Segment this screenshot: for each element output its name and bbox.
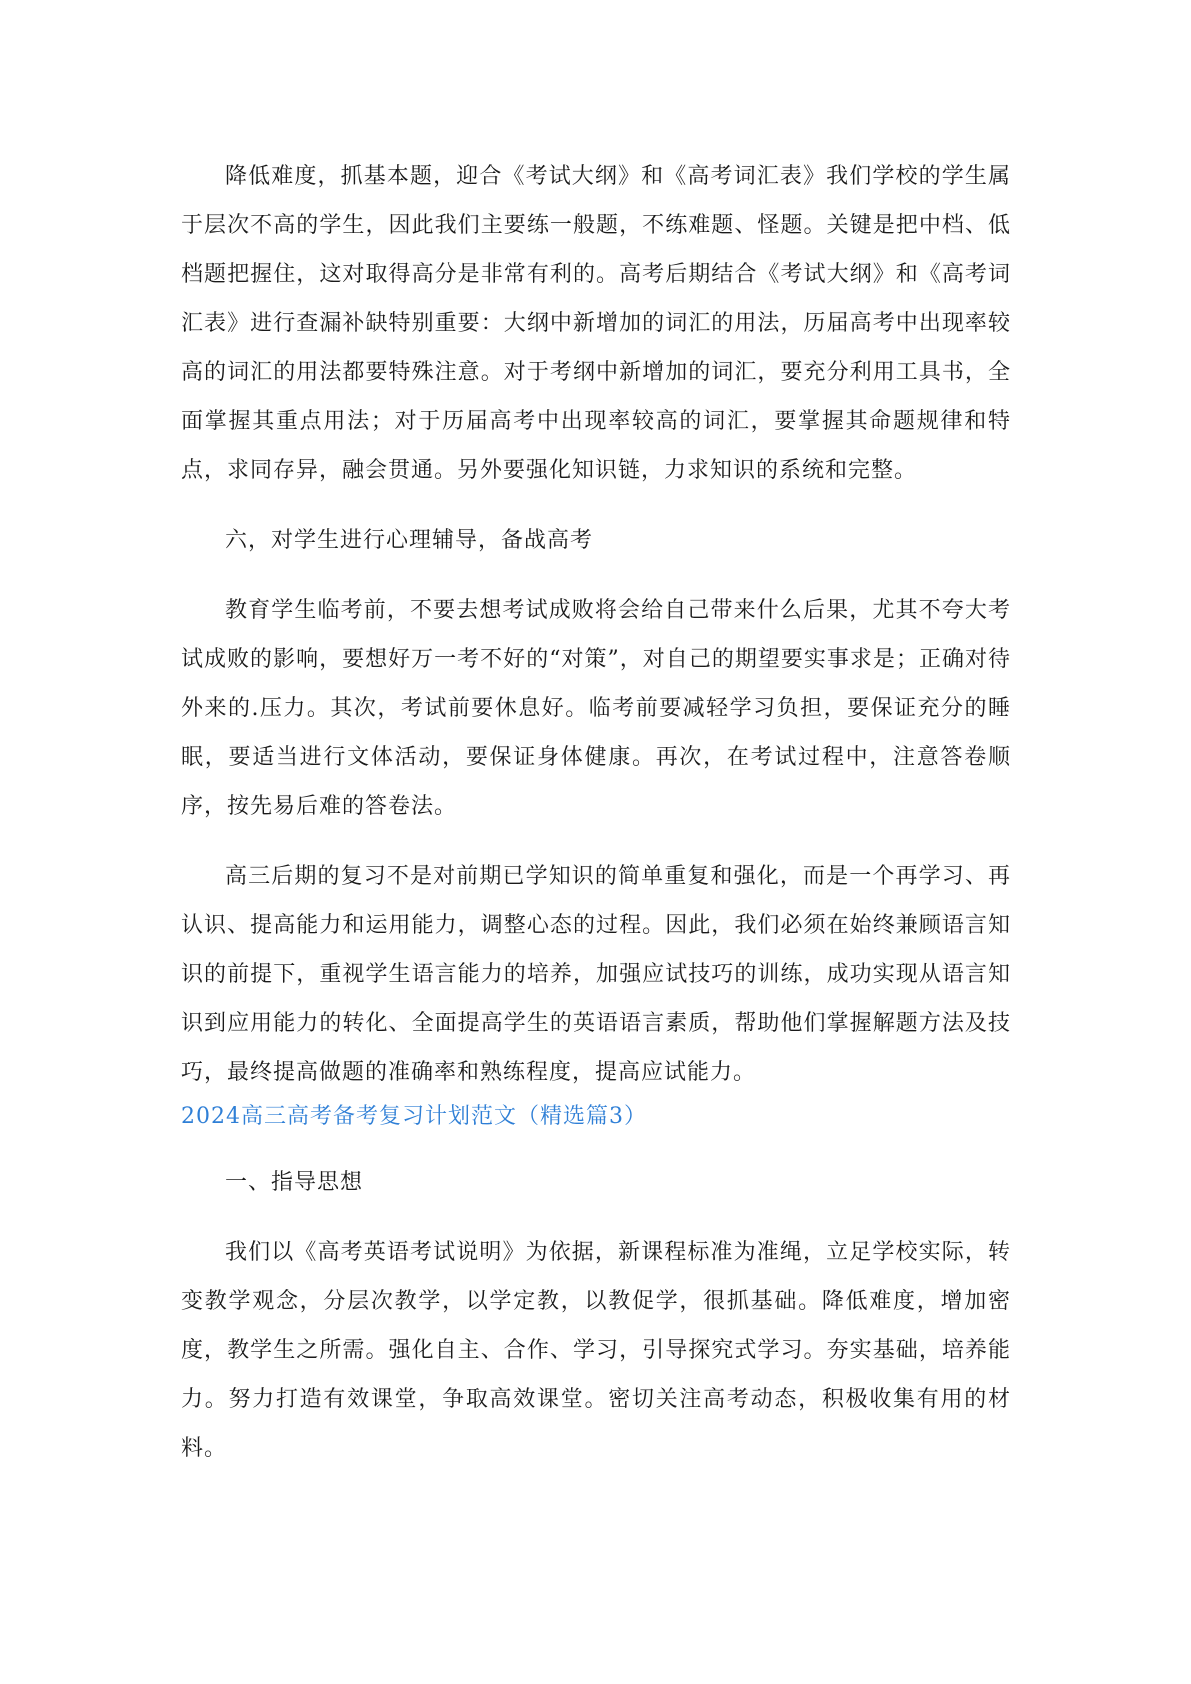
paragraph-review-summary: 高三后期的复习不是对前期已学知识的简单重复和强化，而是一个再学习、再认识、提高能力和运用能力，调整心态的过程。因此，我们必须在始终兼顾语言知识的前提下，重视学生语言能力的培养，加强应试技巧的训练，成功实现从语言知识到应用能力的转化、全面提高学生的英语语言素质，帮助他们掌握解题方法及技巧，最终提高做题的准确率和熟练程度，提高应试能力。 (181, 864, 1011, 1085)
paragraph-guiding-ideology: 我们以《高考英语考试说明》为依据，新课程标准为准绳，立足学校实际，转变教学观念，分层次教学，以学定教，以教促学，很抓基础。降低难度，增加密度，教学生之所需。强化自主、合作、学习，引导探究式学习。夯实基础，培养能力。努力打造有效课堂，争取高效课堂。密切关注高考动态，积极收集有用的材料。 (181, 1240, 1011, 1461)
paragraph-vocabulary-review: 降低难度，抓基本题，迎合《考试大纲》和《高考词汇表》我们学校的学生属于层次不高的学生，因此我们主要练一般题，不练难题、怪题。关键是把中档、低档题把握住，这对取得高分是非常有利的。高考后期结合《考试大纲》和《高考词汇表》进行查漏补缺特别重要：大纲中新增加的词汇的用法，历届高考中出现率较高的词汇的用法都要特殊注意。对于考纲中新增加的词汇，要充分利用工具书，全面掌握其重点用法；对于历届高考中出现率较高的词汇，要掌握其命题规律和特点，求同存异，融会贯通。另外要强化知识链，力求知识的系统和完整。 (181, 164, 1011, 483)
paragraph-exam-mindset: 教育学生临考前，不要去想考试成败将会给自己带来什么后果，尤其不夸大考试成败的影响，要想好万一考不好的“对策”，对自己的期望要实事求是；正确对待外来的.压力。其次，考试前要休息好。临考前要减轻学习负担，要保证充分的睡眠，要适当进行文体活动，要保证身体健康。再次，在考试过程中，注意答卷顺序，按先易后难的答卷法。 (181, 598, 1011, 819)
heading-psychological-guidance: 六，对学生进行心理辅导，备战高考 (225, 528, 594, 553)
section-3-title-link[interactable]: 2024高三高考备考复习计划范文（精选篇3） (181, 1104, 647, 1129)
heading-guiding-ideology: 一、指导思想 (225, 1170, 364, 1195)
document-page (181, 152, 1011, 1473)
